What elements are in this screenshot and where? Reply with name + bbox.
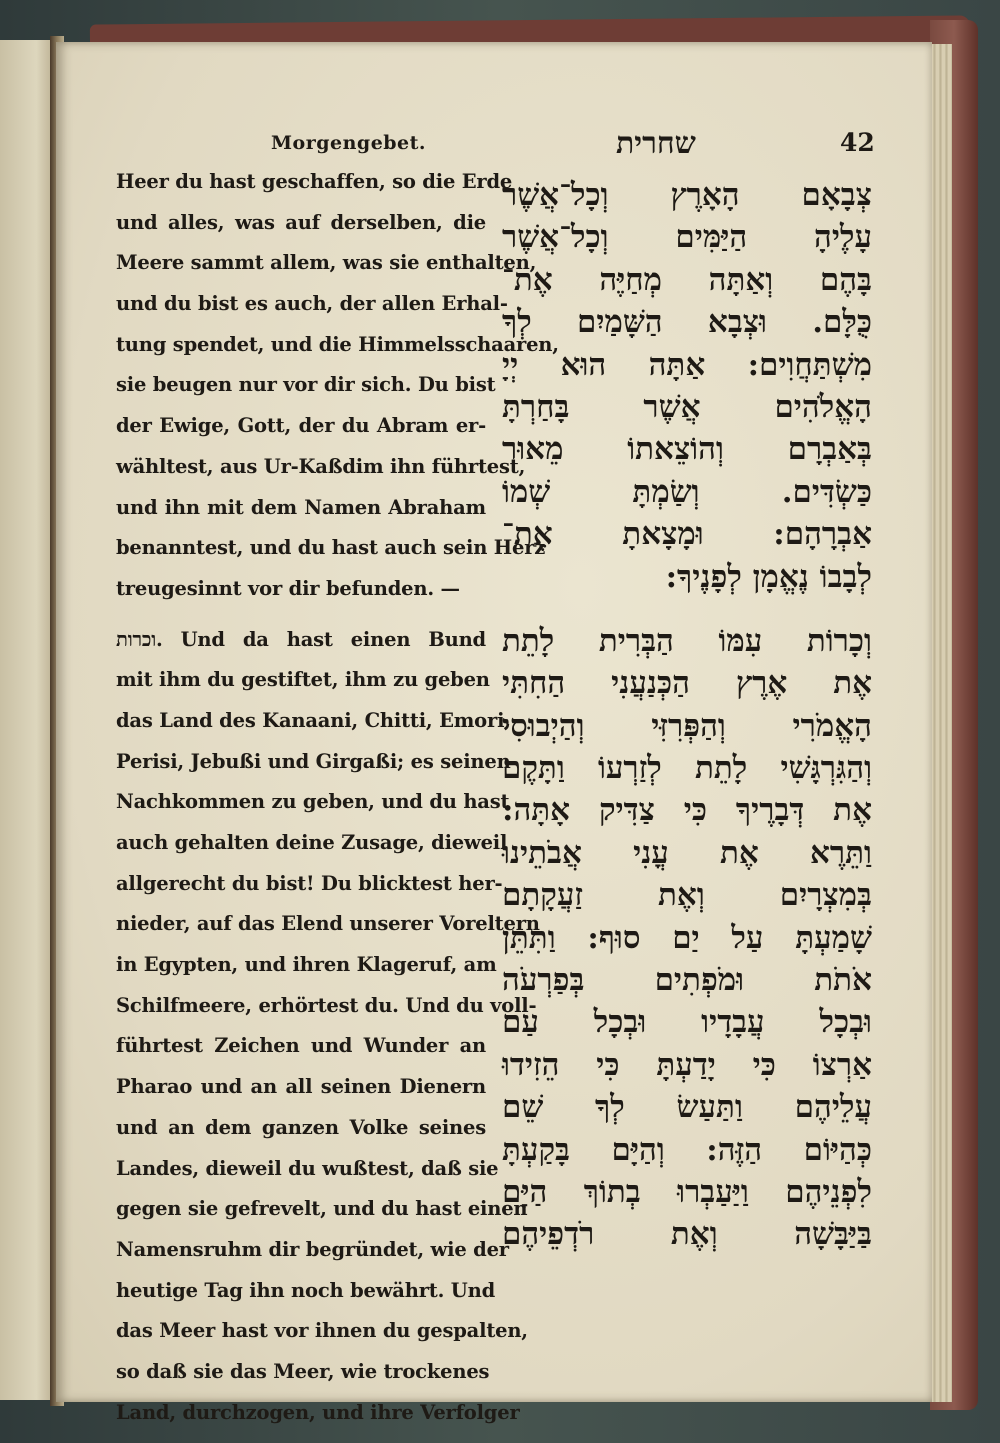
german-text-line: gegen sie gefrevelt, und du hast einen	[116, 1197, 528, 1221]
german-text-line: וכרות. Und da hast einen Bund	[116, 627, 486, 651]
hebrew-text-line: אֶת אֶרֶץ הַכְּנַעֲנִי הַחִתִּי	[502, 665, 872, 702]
german-text-line: mit ihm du gestiftet, ihm zu geben	[116, 668, 490, 692]
german-text-line: so daß sie das Meer, wie trockenes	[116, 1359, 490, 1383]
german-translation-column	[116, 162, 559, 1433]
german-text-line: heutige Tag ihn noch bewährt. Und	[116, 1278, 496, 1302]
hebrew-text-column	[502, 174, 872, 1256]
hebrew-text-line: שָׁמַעְתָּ עַל יַם סוּף: וַתִּתֵּן	[502, 919, 872, 956]
book-page	[56, 42, 932, 1424]
german-text-line: Perisi, Jebußi und Girgaßi; es seinen	[116, 749, 511, 773]
german-text-line: und an dem ganzen Volke seines	[116, 1115, 486, 1139]
left-facing-page	[0, 40, 54, 1400]
hebrew-text-line: אֹתֹת וּמֹפְתִים בְּפַרְעֹה	[502, 962, 872, 999]
hebrew-text-line: עֲלֵיהֶם וַתַּעַשׂ לְךָ שֵׁם	[502, 1089, 872, 1126]
hebrew-text-line: וְהַגִּרְגָּשִׁי לָתֵת לְזַרְעוֹ וַתָּקֶם	[502, 750, 872, 787]
hebrew-text-line: עָלֶיהָ הַיַּמִּים וְכָל־אֲשֶׁר	[502, 219, 872, 256]
hebrew-text-line: הָאֱלֹהִים אֲשֶׁר בָּחַרְתָּ	[502, 388, 872, 425]
hebrew-text-line: אֶת דְּבָרֶיךָ כִּי צַדִּיק אָתָּה:	[502, 792, 872, 829]
german-text-line: in Egypten, und ihren Klageruf, am	[116, 953, 497, 977]
german-text-line: sie beugen nur vor dir sich. Du bist	[116, 373, 496, 397]
hebrew-text-line: וַתֵּרֶא אֶת עֳנִי אֲבֹתֵינוּ	[502, 834, 872, 871]
hebrew-text-line: כַּשְׂדִּים. וְשַׂמְתָּ שְׁמוֹ	[502, 473, 872, 510]
hebrew-text-line: וְכָרוֹת עִמּוֹ הַבְּרִית לָתֵת	[502, 622, 872, 659]
german-text-line: Landes, dieweil du wußtest, daß sie	[116, 1156, 499, 1180]
hebrew-text-line: וּבְכָל עֲבָדָיו וּבְכָל עַם	[502, 1004, 872, 1041]
german-text-line: das Land des Kanaani, Chitti, Emori,	[116, 708, 511, 732]
german-text-line: Land, durchzogen, und ihre Verfolger	[116, 1400, 520, 1424]
german-text-line: Heer du hast geschaffen, so die Erde	[116, 170, 513, 193]
german-text-line: auch gehalten deine Zusage, dieweil	[116, 831, 508, 854]
german-text-line: allgerecht du bist! Du blicktest her-	[116, 871, 503, 895]
german-text-line: führtest Zeichen und Wunder an	[116, 1034, 486, 1058]
german-text-line: benanntest, und du hast auch sein Herz	[116, 536, 546, 560]
german-text-line: Schilfmeere, erhörtest du. Und du voll-	[116, 993, 537, 1017]
german-text-line: treugesinnt vor dir befunden. —	[116, 576, 460, 600]
hebrew-text-line: בְּמִצְרָיִם וְאֶת זַעֲקָתָם	[502, 877, 872, 914]
running-header-hebrew: שחרית	[616, 126, 696, 161]
hebrew-text-line: לְבָבוֹ נֶאֱמָן לְפָנֶיךָ:	[665, 558, 872, 595]
german-text-line: der Ewige, Gott, der du Abram er-	[116, 414, 486, 438]
german-text-line: und ihn mit dem Namen Abraham	[116, 495, 486, 519]
hebrew-text-line: בַּיַּבָּשָׁה וְאֶת רֹדְפֵיהֶם	[502, 1216, 872, 1253]
german-text-line: tung spendet, und die Himmelsschaaren,	[116, 332, 559, 356]
german-text-line: nieder, auf das Elend unserer Voreltern	[116, 912, 540, 936]
hebrew-text-line: צְבָאָם הָאָרֶץ וְכָל־אֲשֶׁר	[502, 177, 872, 213]
hebrew-text-line: כֻּלָּם. וּצְבָא הַשָּׁמַיִם לְךָ	[502, 304, 872, 341]
page-number: 42	[840, 128, 875, 157]
german-text-line: das Meer hast vor ihnen du gespalten,	[116, 1319, 528, 1343]
hebrew-text-line: בְּאַבְרָם וְהוֹצֵאתוֹ מֵאוּר	[502, 431, 872, 468]
hebrew-text-line: הָאֱמֹרִי וְהַפְּרִזִּי וְהַיְבוּסִי	[502, 707, 872, 744]
german-text-line: Pharao und an all seinen Dienern	[116, 1075, 486, 1099]
german-text-line: wähltest, aus Ur-Kaßdim ihn führtest,	[116, 454, 526, 478]
hebrew-text-line: אַבְרָהָם: וּמָצָאתָ אֶת־	[502, 516, 872, 553]
running-header-german: Morgengebet.	[271, 132, 427, 154]
german-text-line: und alles, was auf derselben, die	[116, 210, 486, 234]
hebrew-text-line: בָּהֶם וְאַתָּה מְחַיֶּה אֶת־	[502, 261, 872, 298]
hebrew-text-line: לִפְנֵיהֶם וַיַּעַבְרוּ בְתוֹךְ הַיָּם	[502, 1173, 872, 1210]
german-text-line: und du bist es auch, der allen Erhal-	[116, 292, 508, 316]
german-text-line: Meere sammt allem, was sie enthalten,	[116, 251, 537, 275]
german-text-line: Namensruhm dir begründet, wie der	[116, 1237, 509, 1261]
german-text-line: Nachkommen zu geben, und du hast	[116, 790, 510, 814]
hebrew-text-line: מִשְׁתַּחֲוִים: אַתָּה הוּא יְיָ	[502, 346, 872, 383]
hebrew-text-line: אַרְצוֹ כִּי יָדַעְתָּ כִּי הֵזִידוּ	[502, 1046, 872, 1083]
hebrew-text-line: כְּהַיּוֹם הַזֶּה: וְהַיָּם בָּקַעְתָּ	[502, 1131, 872, 1168]
